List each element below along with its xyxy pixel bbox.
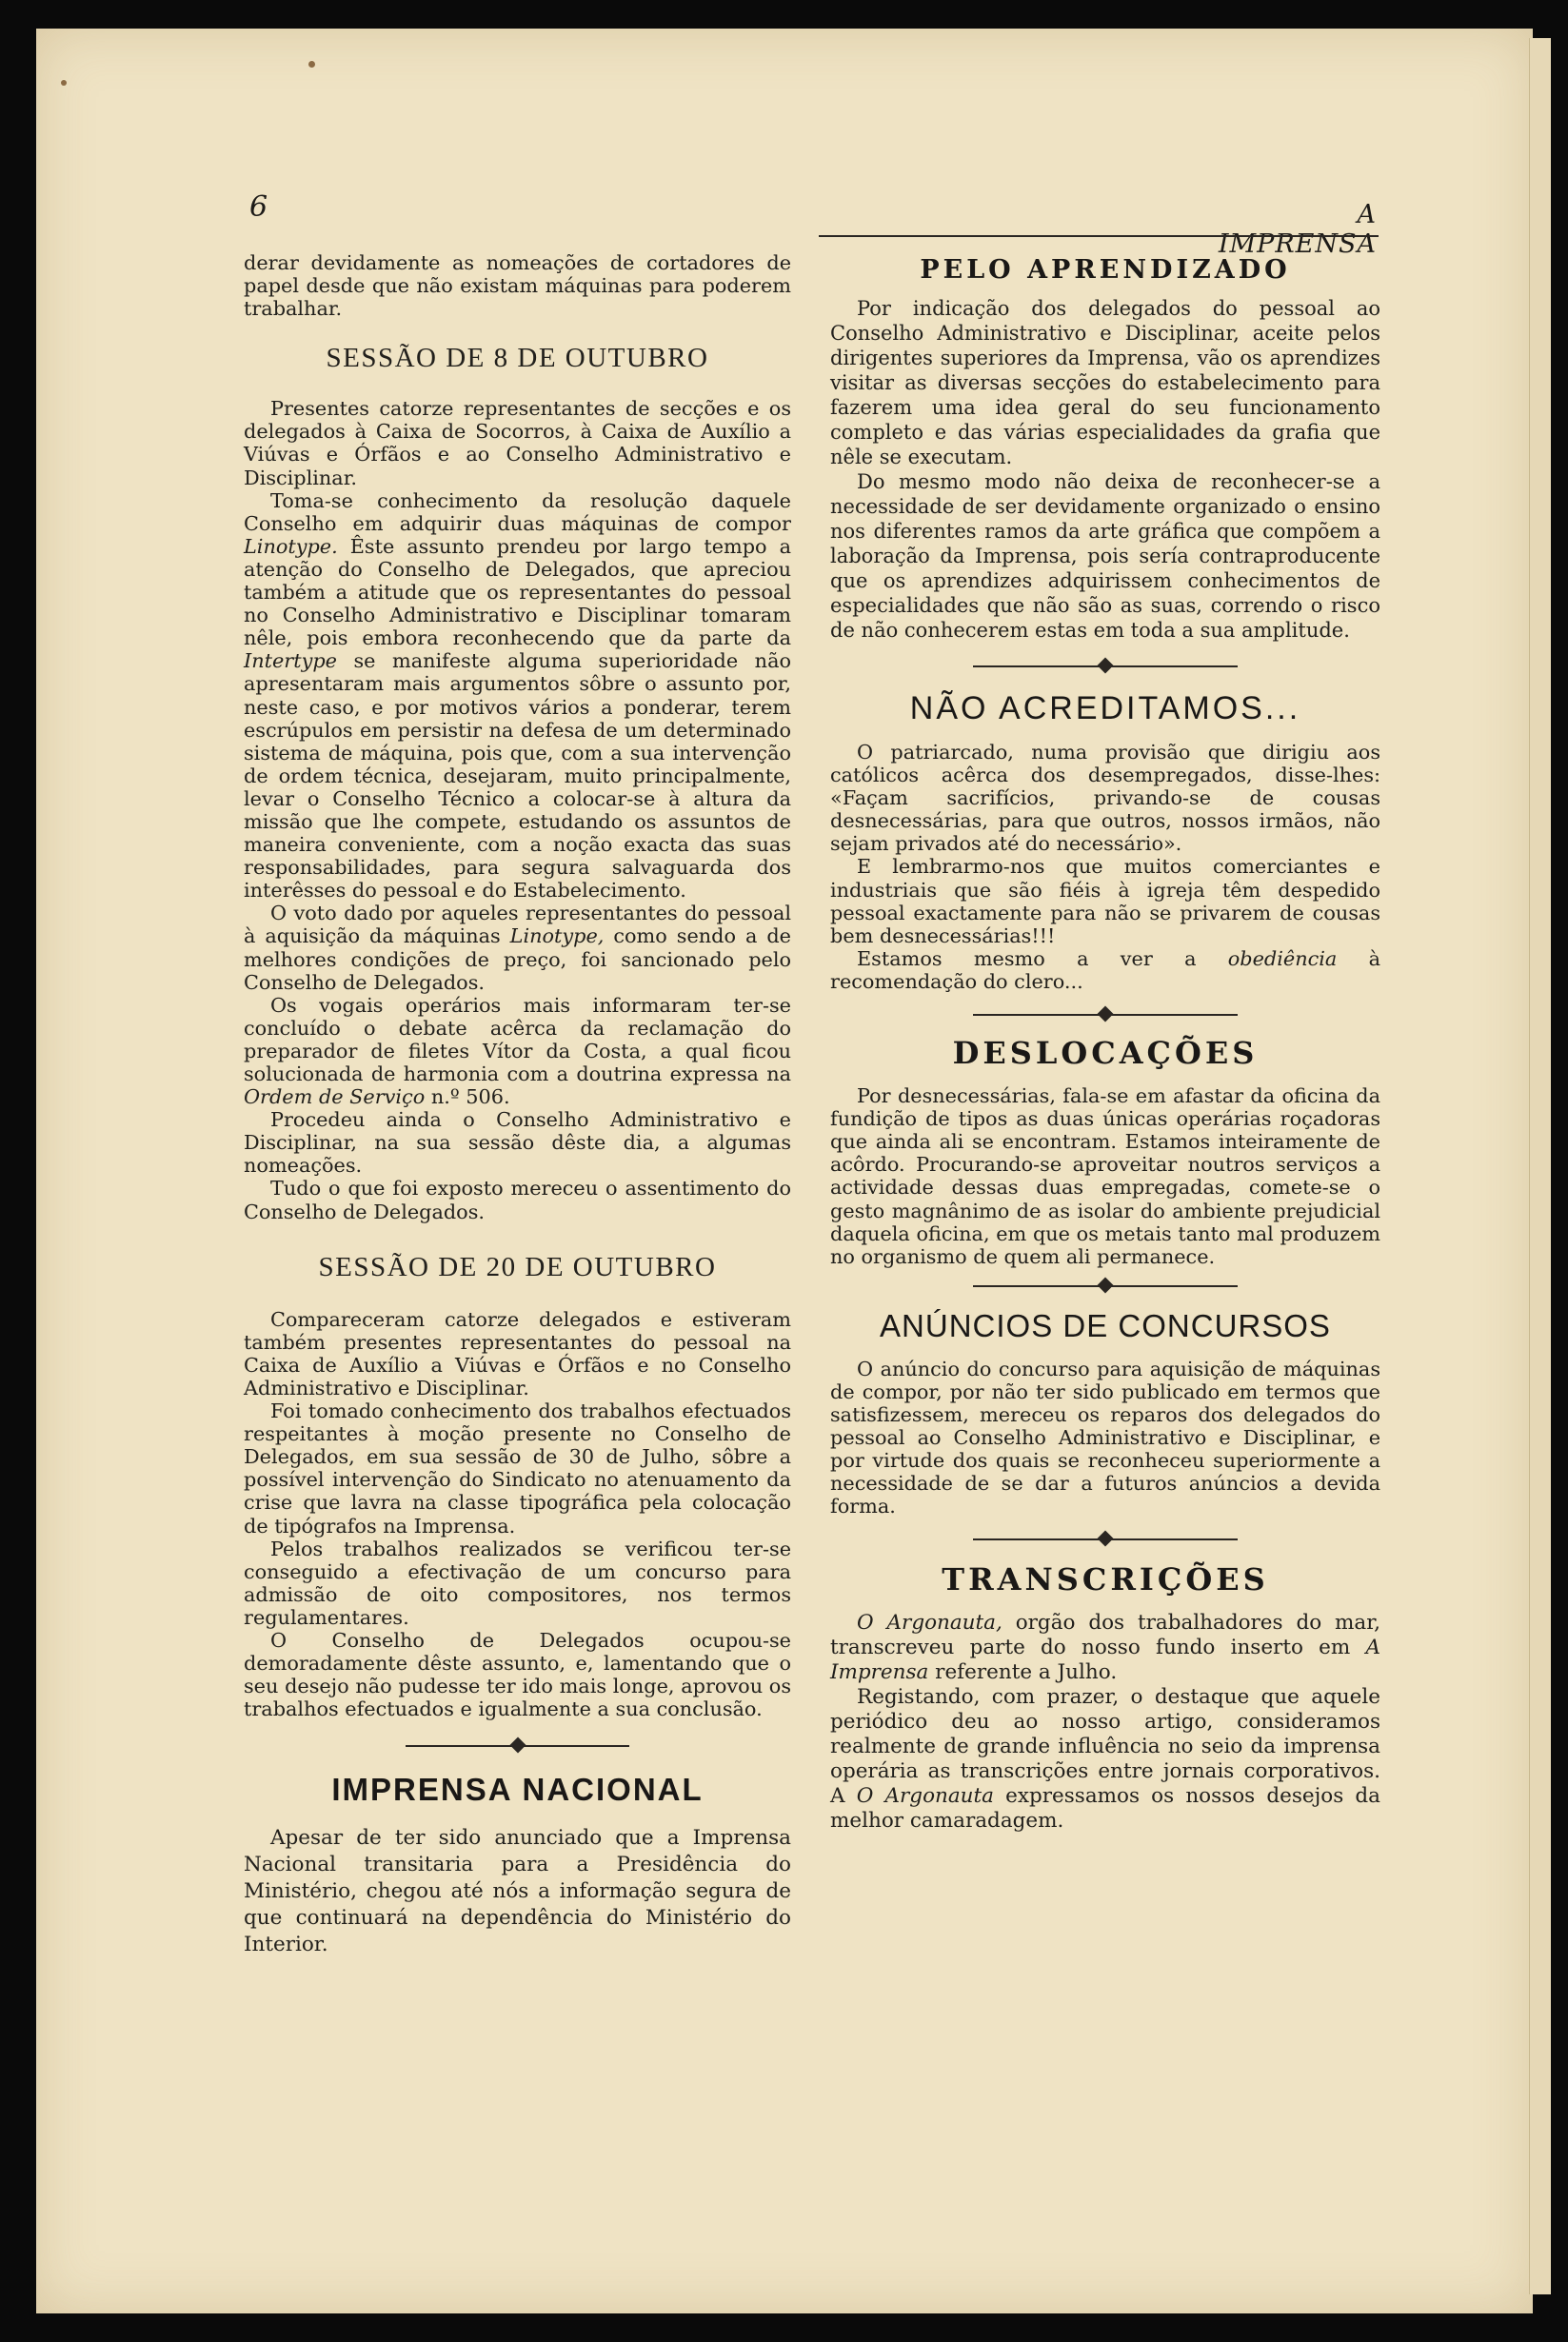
section-divider [973, 656, 1238, 677]
left-column [244, 251, 791, 1958]
section-divider [973, 1004, 1238, 1025]
paragraph: Por desnecessárias, fala-se em afastar da oficina da fundição de tipos as duas únicas operárias roçadoras que ainda ali se encontram. Estamos inteiramente de acôrdo. Procurando-se aproveitar noutros serviços a actividade dessas duas empregadas, comete-se o gesto magnânimo de as isolar do ambiente prejudicial daquela oficina, em que os metais tanto mal produzem no organismo de quem ali permanece. [830, 1084, 1380, 1268]
header-rule [819, 235, 1379, 237]
diamond-ornament-icon [1098, 658, 1114, 674]
paragraph: Compareceram catorze delegados e estiveram também presentes representantes do pessoal na Caixa de Auxílio a Viúvas e Órfãos e no Conselho Administrativo e Disciplinar. [244, 1307, 791, 1399]
paragraph: Foi tomado conhecimento dos trabalhos efectuados respeitantes à moção presente no Conselho de Delegados, em sua sessão de 30 de Julho, sôbre a possível intervenção do Sindicato no atenuamento da crise que lavra na classe tipográfica pela colocação de tipógrafos na Imprensa. [244, 1399, 791, 1538]
paragraph: Apesar de ter sido anunciado que a Imprensa Nacional transitaria para a Presidência do Ministério, chegou até nós a informação segura de que continuará na dependência do Ministério do Interior. [244, 1826, 791, 1957]
section-heading: DESLOCAÇÕES [952, 1035, 1259, 1072]
paragraph: Os vogais operários mais informaram ter-se concluído o debate acêrca da reclamação do preparador de filetes Vítor da Costa, a qual ficou solucionada de harmonia com a doutrina expressa na Ordem de Serviço n.º 506. [244, 993, 791, 1109]
section-heading: ANÚNCIOS DE CONCURSOS [880, 1307, 1331, 1343]
paragraph: O Conselho de Delegados ocupou-se demoradamente dêste assunto, e, lamentando que o seu desejo não pudesse ter ido mais longe, aprovou os trabalhos efectuados e igualmente a sua conclusão. [244, 1628, 791, 1721]
session-title: SESSÃO DE 8 DE OUTUBRO [326, 343, 709, 374]
section-heading: TRANSCRIÇÕES [942, 1561, 1269, 1598]
intro-paragraph: derar devidamente as nomeações de cortadores de papel desde que não existam máquinas para poderem trabalhar. [244, 251, 791, 321]
right-column [830, 255, 1380, 1834]
diamond-ornament-icon [509, 1737, 526, 1754]
section-divider [973, 1529, 1238, 1550]
paragraph: O patriarcado, numa provisão que dirigiu aos católicos acêrca dos desempregados, disse-lhes: «Façam sacrifícios, privando-se de cousas desnecessárias, para que outros, nossos irmãos, não sejam privados até do necessário». [830, 741, 1380, 856]
paragraph: Estamos mesmo a ver a obediência à recomendação do clero... [830, 946, 1380, 993]
paper-spot [61, 80, 67, 86]
paragraph: Do mesmo modo não deixa de reconhecer-se a necessidade de ser devidamente organizado o ensino nos diferentes ramos da arte gráfica que compõem a laboração da Imprensa, pois sería contraproducente que os aprendizes adquirissem conhecimentos de especialidades que não são as suas, correndo o risco de não conhecerem estas em toda a sua amplitude. [830, 470, 1380, 642]
page-number: 6 [249, 190, 268, 224]
paragraph: Procedeu ainda o Conselho Administrativo e Disciplinar, na sua sessão dêste dia, a algumas nomeações. [244, 1108, 791, 1178]
page-edge [1529, 38, 1551, 2294]
section-heading: PELO APRENDIZADO [920, 255, 1291, 285]
section-divider [973, 1276, 1238, 1297]
session-title: SESSÃO DE 20 DE OUTUBRO [318, 1251, 717, 1282]
paragraph: Registando, com prazer, o destaque que aquele periódico deu ao nosso artigo, consideramos realmente de grande influência no seio da imprensa operária as transcrições entre jornais corporativos. A O Argonauta expressamos os nossos desejos da melhor camaradagem. [830, 1685, 1380, 1834]
section-heading: NÃO ACREDITAMOS... [909, 690, 1301, 726]
diamond-ornament-icon [1098, 1531, 1114, 1547]
running-head: A IMPRENSA [1218, 200, 1377, 259]
section-heading: IMPRENSA NACIONAL [331, 1772, 704, 1808]
paper-spot [308, 61, 315, 68]
paragraph: Toma-se conhecimento da resolução daquele Conselho em adquirir duas máquinas de compor Linotype. Êste assunto prendeu por largo tempo a atenção do Conselho de Delegados, que apreciou também a atitude que os representantes do pessoal no Conselho Administrativo e Disciplinar tomaram nêle, pois embora reconhecendo que da parte da Intertype se manifeste alguma superioridade não apresentaram mais argumentos sôbre o assunto por, neste caso, e por motivos vários a ponderar, terem escrúpulos em persistir na defesa de um determinado sistema de máquina, pois que, com a sua intervenção de ordem técnica, desejaram, muito principalmente, levar o Conselho Técnico a colocar-se à altura da missão que lhe compete, estudando os assuntos de maneira conveniente, com a noção exacta das suas responsabilidades, para segura salvaguarda dos interêsses do pessoal e do Estabelecimento. [244, 488, 791, 903]
paragraph: E lembrarmo-nos que muitos comerciantes e industriais que são fiéis à igreja têm despedido pessoal exactamente para não se privarem de cousas bem desnecessárias!!! [830, 855, 1380, 947]
diamond-ornament-icon [1098, 1006, 1114, 1022]
paragraph: O Argonauta, orgão dos trabalhadores do mar, transcreveu parte do nosso fundo inserto em A Imprensa referente a Julho. [830, 1611, 1380, 1685]
diamond-ornament-icon [1098, 1277, 1114, 1293]
paragraph: Pelos trabalhos realizados se verificou ter-se conseguido a efectivação de um concurso para admissão de oito compositores, nos termos regulamentares. [244, 1537, 791, 1629]
paragraph: Presentes catorze representantes de secções e os delegados à Caixa de Socorros, à Caixa de Auxílio a Viúvas e Órfãos e ao Conselho Administrativo e Disciplinar. [244, 397, 791, 489]
paragraph: O voto dado por aqueles representantes do pessoal à aquisição da máquinas Linotype, como sendo a de melhores condições de preço, foi sancionado pelo Conselho de Delegados. [244, 902, 791, 994]
paragraph: Tudo o que foi exposto mereceu o assentimento do Conselho de Delegados. [244, 1177, 791, 1223]
paragraph: Por indicação dos delegados do pessoal ao Conselho Administrativo e Disciplinar, aceite pelos dirigentes superiores da Imprensa, vão os aprendizes visitar as diversas secções do estabelecimento para fazerem uma idea geral do seu funcionamento completo e das várias especialidades da grafia que nêle se executam. [830, 297, 1380, 468]
section-divider [406, 1736, 629, 1756]
paragraph: O anúncio do concurso para aquisição de máquinas de compor, por não ter sido publicado em termos que satisfizessem, mereceu os reparos dos delegados do pessoal ao Conselho Administrativo e Disciplinar, e por virtude dos quais se reconheceu superiormente a necessidade de se dar a futuros anúncios a devida forma. [830, 1357, 1380, 1518]
